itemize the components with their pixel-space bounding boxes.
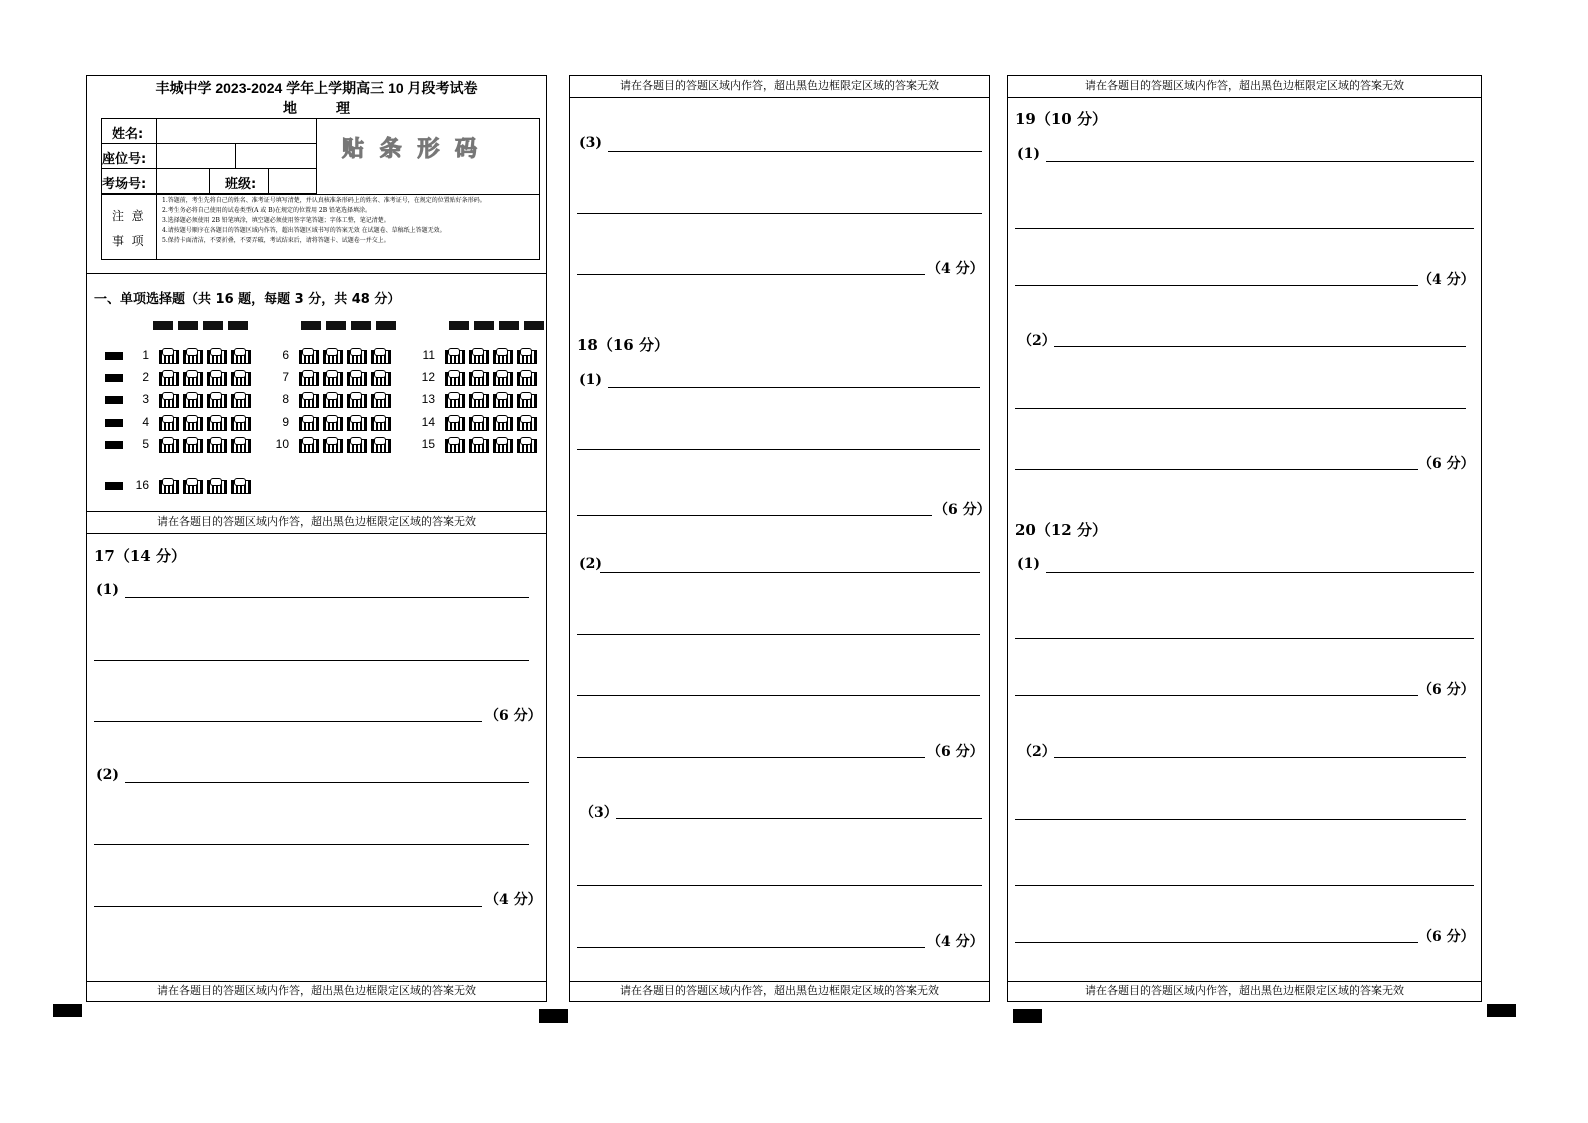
mc-question-row	[105, 437, 255, 453]
exam-rules	[162, 196, 537, 246]
option-a-bubble[interactable]	[299, 370, 319, 386]
q19-p2-label: （2）	[1018, 333, 1056, 349]
q20-p1-label: (1)	[1017, 556, 1040, 572]
option-b-bubble[interactable]	[469, 415, 489, 431]
option-c-bubble[interactable]	[493, 370, 513, 386]
mc-question-row	[267, 370, 395, 386]
student-info-grid	[101, 118, 540, 260]
question-number: 15	[421, 437, 435, 452]
q17-p1-line3[interactable]	[94, 721, 482, 722]
option-a-bubble[interactable]	[299, 392, 319, 408]
notice-top-right: 请在各题目的答题区域内作答，超出黑色边框限定区域的答案无效	[1085, 79, 1404, 92]
question-number: 3	[142, 392, 149, 407]
mc-question-row	[413, 370, 541, 386]
option-b-bubble[interactable]	[469, 370, 489, 386]
notice-top-middle: 请在各题目的答题区域内作答，超出黑色边框限定区域的答案无效	[620, 79, 939, 92]
option-c-bubble[interactable]	[347, 392, 367, 408]
row-marker	[105, 374, 123, 382]
q20-p2-line1[interactable]	[1054, 757, 1466, 758]
question-number: 1	[142, 348, 149, 363]
question-number: 12	[421, 370, 435, 385]
q17-p2-line1[interactable]	[125, 782, 529, 783]
rule-4: 4.请按题号顺序在各题目的答题区域内作答，超出答题区域书写的答案无效 在试题卷、草稿纸上答题无效。	[162, 227, 446, 234]
mc-question-row	[105, 392, 255, 408]
option-d-bubble[interactable]	[517, 392, 537, 408]
mc-question-row	[267, 415, 395, 431]
p3-label: (3)	[579, 135, 602, 151]
option-a-bubble[interactable]	[159, 415, 179, 431]
mc-question-row	[105, 348, 255, 364]
q19-p2-line3[interactable]	[1015, 469, 1418, 470]
option-a-bubble[interactable]	[445, 348, 465, 364]
option-b-bubble[interactable]	[323, 437, 343, 453]
row-marker	[105, 482, 123, 490]
room-field[interactable]	[158, 170, 208, 193]
option-b-bubble[interactable]	[183, 415, 203, 431]
notice-bottom-middle: 请在各题目的答题区域内作答，超出黑色边框限定区域的答案无效	[620, 984, 939, 997]
q17-p1-line1[interactable]	[125, 597, 529, 598]
q20-p1-line3[interactable]	[1015, 695, 1418, 696]
name-field[interactable]	[158, 120, 314, 143]
q18-p3-score: （4 分）	[927, 934, 984, 950]
rule-2: 2.考生务必将自己使用的试卷类型(A 或 B)在规定的位置用 2B 铅笔选择填涂。	[162, 207, 372, 214]
option-a-bubble[interactable]	[445, 415, 465, 431]
q19-p2-line2[interactable]	[1015, 408, 1466, 409]
subject-title: 地 理	[283, 101, 350, 117]
option-b-bubble[interactable]	[323, 348, 343, 364]
panel-right	[1007, 75, 1482, 1002]
question-number: 16	[135, 478, 149, 493]
option-b-bubble[interactable]	[469, 348, 489, 364]
question-number: 8	[282, 392, 289, 407]
q20-p1-score: （6 分）	[1418, 682, 1475, 698]
q20-p2-label: （2）	[1018, 744, 1056, 760]
q19-p2-line1[interactable]	[1054, 346, 1466, 347]
mc-question-row	[105, 370, 255, 386]
option-d-bubble[interactable]	[371, 370, 391, 386]
option-b-bubble[interactable]	[323, 392, 343, 408]
option-d-bubble[interactable]	[517, 348, 537, 364]
q17-p1-line2[interactable]	[94, 660, 529, 661]
mc-question-row	[267, 392, 395, 408]
mc-question-row	[105, 415, 255, 431]
option-c-bubble[interactable]	[493, 437, 513, 453]
option-c-bubble[interactable]	[347, 415, 367, 431]
option-d-bubble[interactable]	[517, 415, 537, 431]
q18-p2-line4[interactable]	[577, 757, 925, 758]
q17-part1-label: (1)	[96, 582, 119, 598]
p3-line3[interactable]	[577, 274, 925, 275]
option-d-bubble[interactable]	[371, 348, 391, 364]
option-a-bubble[interactable]	[445, 370, 465, 386]
option-c-bubble[interactable]	[347, 348, 367, 364]
option-d-bubble[interactable]	[231, 437, 251, 453]
q19-p1-line2[interactable]	[1015, 228, 1474, 229]
mc-question-row	[413, 348, 541, 364]
q17-title: 17（14 分）	[94, 547, 186, 565]
rule-3: 3.选择题必须使用 2B 铅笔填涂，填空题必须使用签字笔答题；字体工整，笔记清楚。	[162, 217, 390, 224]
question-number: 13	[421, 392, 435, 407]
notice-label-2: 事 项	[112, 234, 144, 248]
option-a-bubble[interactable]	[299, 348, 319, 364]
option-b-bubble[interactable]	[183, 370, 203, 386]
question-number: 2	[142, 370, 149, 385]
option-d-bubble[interactable]	[231, 415, 251, 431]
section1-title: 一、单项选择题（共 16 题，每题 3 分，共 48 分）	[94, 292, 401, 307]
option-a-bubble[interactable]	[299, 437, 319, 453]
q18-p3-line3[interactable]	[577, 947, 925, 948]
q18-p1-score: （6 分）	[934, 502, 991, 518]
seat-label: 座位号:	[102, 152, 147, 167]
option-d-bubble[interactable]	[371, 437, 391, 453]
row-marker	[105, 419, 123, 427]
option-c-bubble[interactable]	[207, 392, 227, 408]
option-a-bubble[interactable]	[159, 478, 179, 494]
q18-p1-label: (1)	[579, 372, 602, 388]
q20-p2-score: （6 分）	[1418, 929, 1475, 945]
option-b-bubble[interactable]	[469, 437, 489, 453]
option-b-bubble[interactable]	[183, 348, 203, 364]
option-c-bubble[interactable]	[347, 437, 367, 453]
q18-p3-line1[interactable]	[616, 818, 982, 819]
row-marker	[105, 441, 123, 449]
seat-field[interactable]	[158, 145, 314, 168]
corner-marker-mid2	[1013, 1009, 1042, 1023]
q18-p2-line1[interactable]	[600, 572, 980, 573]
row-marker	[105, 352, 123, 360]
q20-p1-line1[interactable]	[1046, 572, 1474, 573]
q19-p1-label: (1)	[1017, 146, 1040, 162]
mc-question-row	[413, 415, 541, 431]
q17-p2-score: （4 分）	[485, 892, 542, 908]
mc-question-row	[413, 392, 541, 408]
question-number: 6	[282, 348, 289, 363]
corner-marker-left	[53, 1004, 82, 1017]
option-d-bubble[interactable]	[231, 348, 251, 364]
option-c-bubble[interactable]	[207, 415, 227, 431]
question-number: 5	[142, 437, 149, 452]
option-a-bubble[interactable]	[159, 437, 179, 453]
corner-marker-mid1	[539, 1009, 568, 1023]
rule-1: 1.答题前，考生先将自己的姓名、准考证号填写清楚，并认真核准条形码上的姓名、准考证号，在规定的位置贴好条形码。	[162, 197, 486, 204]
option-b-bubble[interactable]	[323, 415, 343, 431]
option-c-bubble[interactable]	[493, 392, 513, 408]
room-label: 考场号:	[102, 177, 147, 192]
mc-question-row	[105, 478, 255, 494]
question-number: 9	[282, 415, 289, 430]
option-a-bubble[interactable]	[159, 392, 179, 408]
q19-p1-line3[interactable]	[1015, 285, 1418, 286]
panel-left	[86, 75, 547, 1002]
option-d-bubble[interactable]	[517, 370, 537, 386]
question-number: 14	[421, 415, 435, 430]
q18-p1-line2[interactable]	[577, 449, 980, 450]
panel-middle	[569, 75, 990, 1002]
p3-line2[interactable]	[577, 213, 982, 214]
option-c-bubble[interactable]	[493, 415, 513, 431]
notice-bottom-right: 请在各题目的答题区域内作答，超出黑色边框限定区域的答案无效	[1085, 984, 1404, 997]
q18-p2-line3[interactable]	[577, 695, 980, 696]
q18-p1-line3[interactable]	[577, 515, 932, 516]
mc-question-row	[413, 437, 541, 453]
name-label: 姓名:	[112, 127, 144, 142]
option-c-bubble[interactable]	[207, 437, 227, 453]
option-c-bubble[interactable]	[207, 370, 227, 386]
barcode-area: 贴 条 形 码	[342, 137, 481, 162]
option-d-bubble[interactable]	[231, 392, 251, 408]
q17-part2-label: (2)	[96, 767, 119, 783]
question-number: 4	[142, 415, 149, 430]
option-d-bubble[interactable]	[371, 415, 391, 431]
q18-p3-label: （3）	[580, 805, 618, 821]
q20-p1-line2[interactable]	[1015, 638, 1474, 639]
question-number: 7	[282, 370, 289, 385]
q19-p1-line1[interactable]	[1046, 161, 1474, 162]
option-a-bubble[interactable]	[445, 392, 465, 408]
q19-title: 19（10 分）	[1015, 110, 1107, 128]
option-c-bubble[interactable]	[207, 348, 227, 364]
option-a-bubble[interactable]	[299, 415, 319, 431]
notice-label-1: 注 意	[112, 209, 144, 223]
q18-p2-score: （6 分）	[927, 744, 984, 760]
exam-title: 丰城中学 2023-2024 学年上学期高三 10 月段考试卷	[155, 80, 478, 96]
question-number: 11	[422, 348, 435, 363]
option-c-bubble[interactable]	[493, 348, 513, 364]
option-a-bubble[interactable]	[159, 348, 179, 364]
q18-p1-line1[interactable]	[608, 387, 980, 388]
option-d-bubble[interactable]	[371, 392, 391, 408]
q18-p2-label: (2)	[579, 556, 602, 572]
q19-p2-score: （6 分）	[1418, 456, 1475, 472]
q17-p2-line3[interactable]	[94, 906, 482, 907]
class-label: 班级:	[225, 177, 257, 192]
option-d-bubble[interactable]	[231, 478, 251, 494]
question-number: 10	[275, 437, 289, 452]
row-marker	[105, 396, 123, 404]
q20-p2-line3[interactable]	[1015, 885, 1474, 886]
option-b-bubble[interactable]	[183, 478, 203, 494]
q18-p3-line2[interactable]	[577, 885, 982, 886]
q18-title: 18（16 分）	[577, 336, 669, 354]
mc-question-row	[267, 437, 395, 453]
option-b-bubble[interactable]	[323, 370, 343, 386]
p3-line1[interactable]	[608, 151, 982, 152]
class-field[interactable]	[270, 170, 315, 193]
q20-p2-line4[interactable]	[1015, 942, 1418, 943]
option-b-bubble[interactable]	[183, 437, 203, 453]
notice-top: 请在各题目的答题区域内作答，超出黑色边框限定区域的答案无效	[157, 515, 476, 528]
option-d-bubble[interactable]	[517, 437, 537, 453]
q17-p2-line2[interactable]	[94, 844, 529, 845]
option-b-bubble[interactable]	[183, 392, 203, 408]
option-c-bubble[interactable]	[347, 370, 367, 386]
q20-title: 20（12 分）	[1015, 521, 1107, 539]
notice-bottom-left: 请在各题目的答题区域内作答，超出黑色边框限定区域的答案无效	[157, 984, 476, 997]
mc-question-row	[267, 348, 395, 364]
option-a-bubble[interactable]	[159, 370, 179, 386]
option-b-bubble[interactable]	[469, 392, 489, 408]
corner-marker-right	[1487, 1004, 1516, 1017]
option-a-bubble[interactable]	[445, 437, 465, 453]
option-c-bubble[interactable]	[207, 478, 227, 494]
q17-p1-score: （6 分）	[485, 708, 542, 724]
q18-p2-line2[interactable]	[577, 634, 980, 635]
rule-5: 5.保持卡面清洁，不要折叠，不要弄破，考试结束后，请将答题卡、试题卷一并交上。	[162, 237, 390, 244]
p3-score: （4 分）	[927, 261, 984, 277]
option-d-bubble[interactable]	[231, 370, 251, 386]
q20-p2-line2[interactable]	[1015, 819, 1466, 820]
q19-p1-score: （4 分）	[1418, 272, 1475, 288]
